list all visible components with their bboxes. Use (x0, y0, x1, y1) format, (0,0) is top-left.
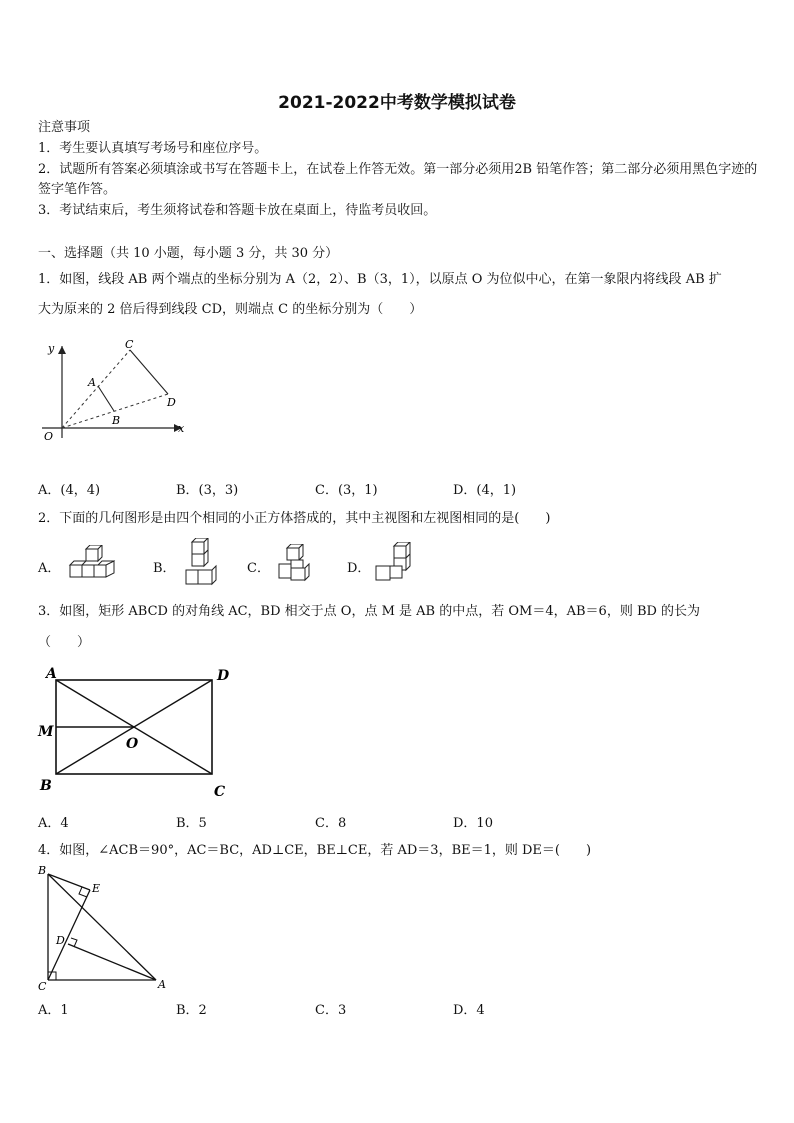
q1-label-x: x (178, 422, 185, 435)
q2-text: 2．下面的几何图形是由四个相同的小正方体搭成的，其中主视图和左视图相同的是( ) (38, 511, 551, 526)
q3-label-o: O (126, 736, 139, 752)
notice-heading: 注意事项 (38, 120, 91, 135)
q1-option-a: A．(4，4) (38, 483, 101, 498)
q1-text-line1: 1．如图，线段 AB 两个端点的坐标分别为 A（2，2）、B（3，1），以原点 O 为位似中心，在第一象限内将线段 AB 扩 (38, 272, 722, 287)
notice-item-1: 1．考生要认真填写考场号和座位序号。 (38, 141, 268, 156)
q2-figure-a (66, 545, 122, 585)
q4-figure (32, 862, 172, 994)
q4-option-b: B．2 (176, 1003, 207, 1018)
q2-option-b: B． (153, 561, 176, 576)
q3-option-c: C．8 (315, 816, 347, 831)
q1-option-d: D．(4，1) (453, 483, 517, 498)
q4-option-a: A．1 (38, 1003, 69, 1018)
q3-label-a: A (46, 666, 57, 682)
q2-option-c: C． (247, 561, 270, 576)
q1-label-y: y (48, 342, 55, 355)
q1-segment-ab (98, 386, 114, 411)
q3-option-b: B．5 (176, 816, 207, 831)
notice-item-3: 3．考试结束后，考生须将试卷和答题卡放在桌面上，待监考员收回。 (38, 203, 437, 218)
q3-option-a: A．4 (38, 816, 69, 831)
q1-option-c: C．(3，1) (315, 483, 378, 498)
q4-segment-ab (48, 874, 156, 980)
q1-label-d: D (167, 396, 176, 409)
q1-option-b: B．(3，3) (176, 483, 239, 498)
q3-figure (34, 664, 240, 802)
q1-label-a: A (88, 376, 96, 389)
q3-label-d: D (217, 668, 230, 684)
q4-label-c: C (38, 980, 47, 993)
q4-label-b: B (38, 864, 47, 877)
section-heading: 一、选择题（共 10 小题，每小题 3 分，共 30 分） (38, 246, 339, 261)
q3-label-m: M (38, 724, 54, 740)
q3-text-line2: （ ） (38, 635, 91, 650)
q4-segment-ce (48, 890, 90, 980)
q3-label-c: C (214, 784, 226, 800)
q2-figure-b (182, 538, 222, 590)
page-title: 2021-2022中考数学模拟试卷 (278, 93, 516, 113)
q4-label-d: D (56, 934, 65, 947)
q4-segment-ad (68, 944, 156, 980)
q1-label-o: O (44, 430, 54, 443)
q2-option-d: D． (347, 561, 371, 576)
q4-label-e: E (92, 882, 101, 895)
q2-option-a: A． (38, 561, 61, 576)
q2-figure-c (275, 544, 317, 584)
q4-option-d: D．4 (453, 1003, 485, 1018)
q2-figure-d (372, 542, 418, 584)
q4-label-a: A (158, 978, 166, 991)
q3-label-b: B (40, 778, 52, 794)
q3-text-line1: 3．如图，矩形 ABCD 的对角线 AC，BD 相交于点 O，点 M 是 AB 的中点，若 OM＝4，AB＝6，则 BD 的长为 (38, 604, 701, 619)
q4-segment-be (48, 874, 90, 890)
q1-segment-cd (130, 350, 168, 394)
notice-item-2: 2．试题所有答案必须填涂或书写在答题卡上，在试卷上作答无效。第一部分必须用2B 铅笔作答；第二部分必须用黑色字迹的签字笔作答。 (38, 162, 758, 197)
q3-option-d: D．10 (453, 816, 493, 831)
q1-label-b: B (112, 414, 121, 427)
q1-label-c: C (125, 338, 134, 351)
q1-text-line2: 大为原来的 2 倍后得到线段 CD，则端点 C 的坐标分别为（ ） (38, 302, 423, 317)
q1-figure (34, 336, 194, 446)
q4-option-c: C．3 (315, 1003, 347, 1018)
q4-text: 4．如图，∠ACB＝90°，AC＝BC，AD⊥CE，BE⊥CE，若 AD＝3，BE＝1，则 DE＝( ) (38, 843, 592, 858)
